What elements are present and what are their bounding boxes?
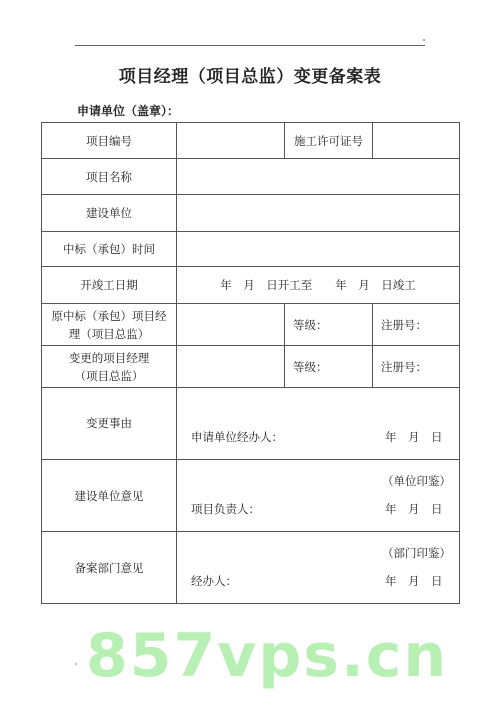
start-end-date-field[interactable]: 年 月 日开工至 年 月 日竣工 [177,267,460,304]
filing-opinion-label: 备案部门意见 [42,532,177,604]
permit-number-label: 施工许可证号 [285,123,373,159]
builder-opinion-field[interactable] [177,460,460,532]
builder-field[interactable] [177,195,460,232]
changed-pm-label-line2: （项目总监） [74,368,144,383]
original-pm-label [42,304,177,346]
applicant-label: 申请单位（盖章）： [77,104,180,118]
row-bid-time [42,232,460,267]
original-pm-name-field[interactable] [177,304,285,346]
filing-opinion-field[interactable] [177,532,460,604]
row-change-reason [42,388,460,460]
dept-seal-label: （部门印鉴） [382,546,451,560]
filing-opinion-date: 年 月 日 [385,574,443,588]
changed-pm-name-field[interactable] [177,346,285,388]
filing-form-table [41,122,460,604]
row-builder-opinion [42,460,460,532]
corner-mark [423,39,425,41]
watermark-text: 857vps.cn [86,621,449,691]
changed-pm-reg-field[interactable] [373,346,460,388]
changed-pm-label [42,346,177,388]
builder-opinion-label: 建设单位意见 [42,460,177,532]
changed-pm-label-line1: 变更的项目经理 [68,350,150,365]
row-project-name [42,159,460,195]
original-pm-grade-field[interactable] [285,304,373,346]
handler-label: 经办人： [191,574,237,588]
document-title: 项目经理（项目总监）变更备案表 [118,67,382,87]
project-name-field[interactable] [177,159,460,195]
project-leader-label: 项目负责人： [191,502,260,516]
change-reason-field[interactable] [177,388,460,460]
builder-label: 建设单位 [42,195,177,232]
row-changed-pm [42,346,460,388]
project-name-label: 项目名称 [42,159,177,195]
row-original-pm [42,304,460,346]
row-project-number [42,123,460,159]
top-rule [75,45,425,46]
changed-pm-grade-label: 等级： [293,359,328,374]
row-filing-opinion [42,532,460,604]
unit-seal-label: （单位印鉴） [382,474,451,488]
original-pm-reg-label: 注册号： [381,317,427,332]
bid-time-label: 中标（承包）时间 [42,232,177,267]
row-start-end-date [42,267,460,304]
permit-number-field[interactable] [373,123,460,159]
original-pm-label-line2: 理（项目总监） [68,326,150,341]
original-pm-reg-field[interactable] [373,304,460,346]
project-number-field[interactable] [177,123,285,159]
bid-time-field[interactable] [177,232,460,267]
original-pm-grade-label: 等级： [293,317,328,332]
change-reason-date: 年 月 日 [385,430,443,444]
project-number-label: 项目编号 [42,123,177,159]
row-builder [42,195,460,232]
original-pm-label-line1: 原中标（承包）项目经 [51,308,167,323]
change-reason-label: 变更事由 [42,388,177,460]
start-end-date-label: 开竣工日期 [42,267,177,304]
page-speck [75,663,77,665]
changed-pm-reg-label: 注册号： [381,359,427,374]
applicant-handler-label: 申请单位经办人： [191,430,283,444]
builder-opinion-date: 年 月 日 [385,502,443,516]
changed-pm-grade-field[interactable] [285,346,373,388]
